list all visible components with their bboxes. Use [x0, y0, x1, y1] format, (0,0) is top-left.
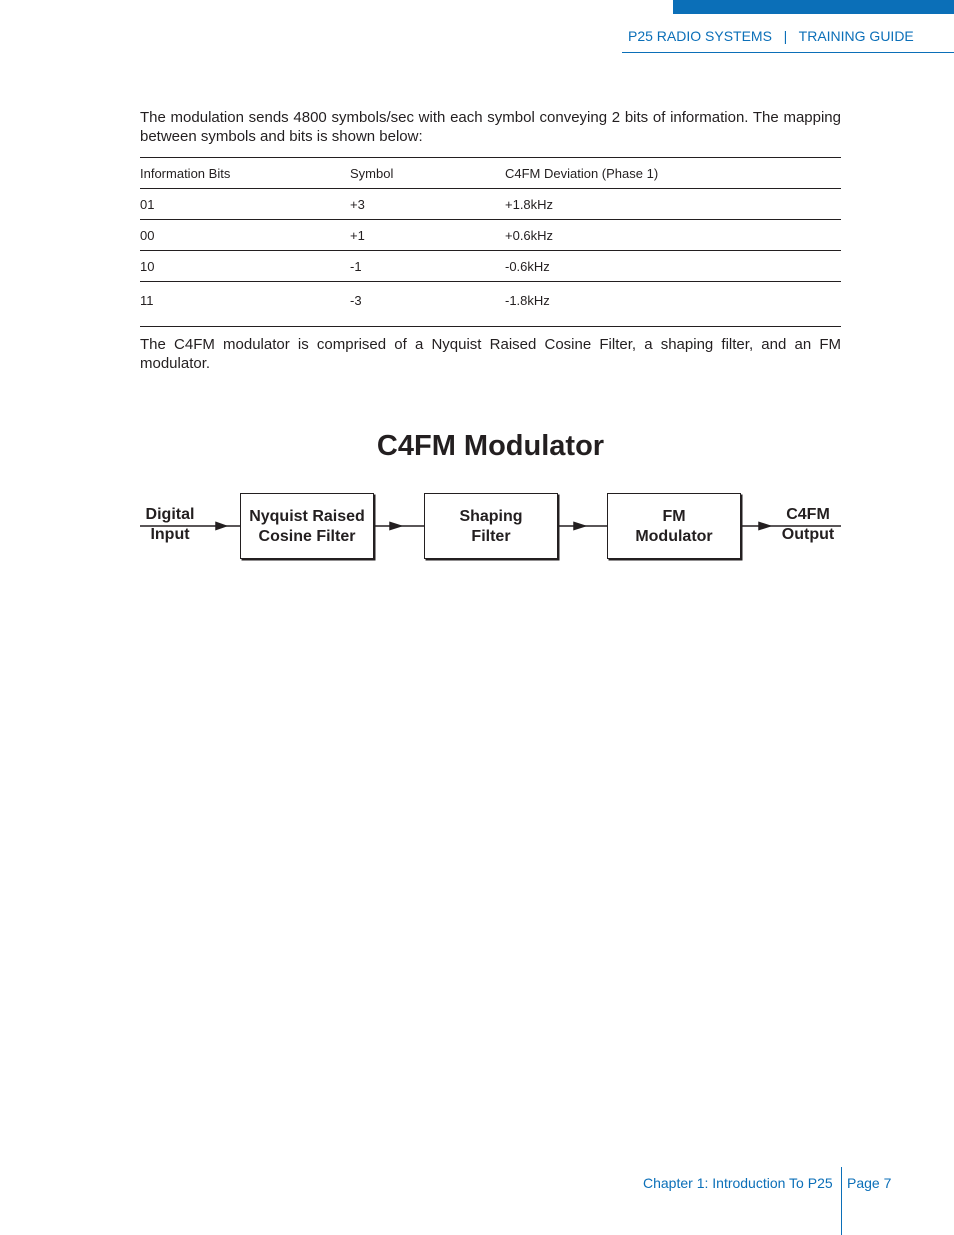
table-cell-deviation: -0.6kHz: [505, 258, 550, 274]
table-header-deviation: C4FM Deviation (Phase 1): [505, 165, 659, 181]
table-header-symbol: Symbol: [350, 165, 394, 181]
table-cell-symbol: -1: [350, 258, 362, 274]
table-cell-bits: 11: [140, 293, 154, 308]
table-cell-bits: 01: [140, 196, 155, 212]
nyquist-filter-block: [240, 493, 374, 559]
table-cell-deviation: -1.8kHz: [505, 293, 550, 308]
running-header: P25 RADIO SYSTEMS | TRAINING GUIDE: [628, 28, 914, 44]
fm-modulator-block: [607, 493, 741, 559]
footer-chapter: Chapter 1: Introduction To P25: [643, 1175, 833, 1191]
arrow-head-icon: [390, 523, 401, 530]
shaping-filter-label: Shaping Filter: [459, 508, 523, 545]
shaping-filter-block: [424, 493, 558, 559]
table-row: [140, 189, 841, 220]
footer-divider: [841, 1167, 842, 1235]
nyquist-filter-label: Nyquist Raised Cosine Filter: [249, 508, 365, 545]
table-cell-bits: 00: [140, 227, 155, 243]
arrow-head-icon: [759, 523, 770, 530]
modulator-paragraph: The C4FM modulator is comprised of a Nyquist Raised Cosine Filter, a shaping filter, and an FM modulator.: [140, 336, 841, 372]
table-row: [140, 282, 841, 327]
table-cell-bits: 10: [140, 258, 155, 274]
header-accent-bar: [673, 0, 954, 14]
fm-modulator-label: FM Modulator: [635, 508, 713, 545]
diagram-title: C4FM Modulator: [376, 430, 605, 462]
header-rule: [622, 52, 954, 53]
table-cell-symbol: +1: [350, 227, 365, 243]
table-cell-symbol: +3: [350, 196, 365, 212]
arrow-head-icon: [216, 523, 226, 530]
table-row: [140, 251, 841, 282]
footer-page-number: Page 7: [847, 1175, 892, 1191]
c4fm-output-label: C4FM Output: [781, 506, 835, 543]
intro-paragraph: The modulation sends 4800 symbols/sec with each symbol conveying 2 bits of information. The mapping between symbols and bits is shown below:: [140, 109, 841, 145]
table-cell-symbol: -3: [350, 293, 362, 308]
symbol-mapping-table: [140, 157, 841, 327]
table-cell-deviation: +1.8kHz: [505, 196, 554, 212]
table-header-bits: Information Bits: [140, 165, 231, 181]
table-cell-deviation: +0.6kHz: [505, 227, 554, 243]
arrow-head-icon: [574, 523, 585, 530]
digital-input-label: Digital Input: [145, 506, 195, 543]
table-row: [140, 220, 841, 251]
table-header-row: [140, 158, 841, 189]
